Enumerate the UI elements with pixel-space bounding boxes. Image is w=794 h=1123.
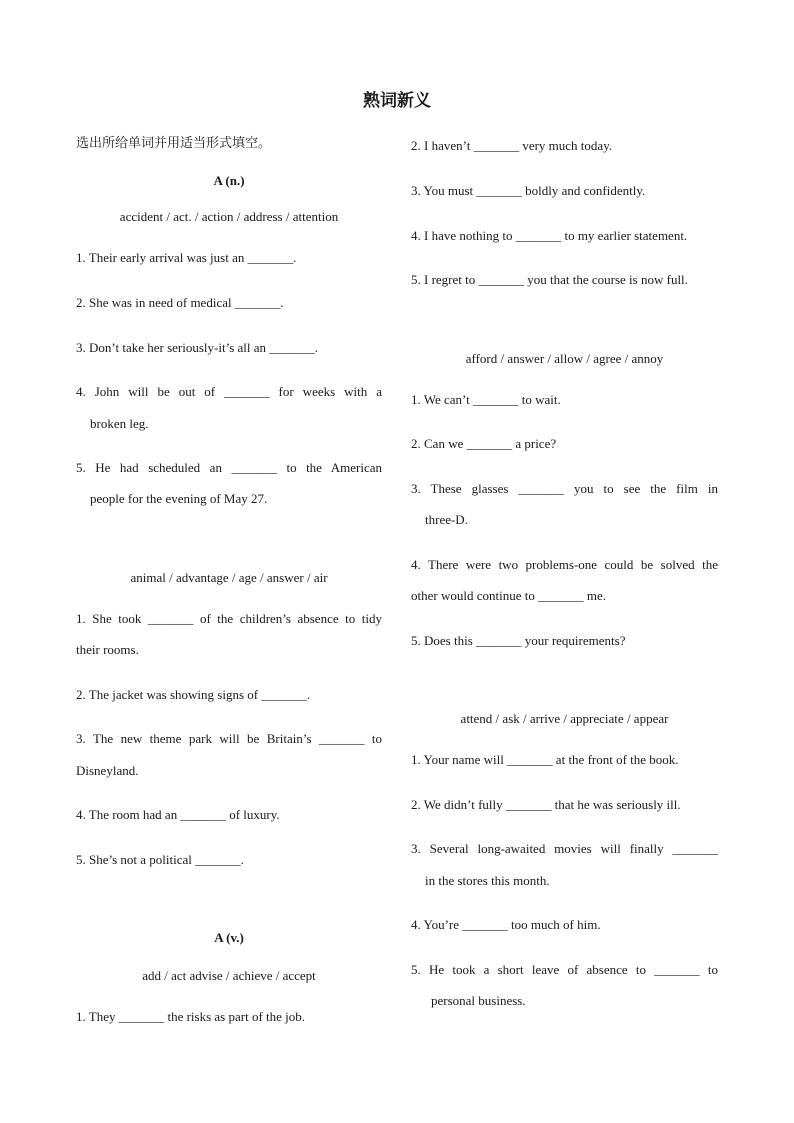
exercise-item: 4. There were two problems-one could be solved the	[411, 557, 718, 572]
exercise-item-continuation: personal business.	[431, 993, 526, 1008]
exercise-item: 1. Your name will _______ at the front of the book.	[411, 752, 679, 767]
exercise-item-continuation: other would continue to _______ me.	[411, 588, 606, 603]
exercise-item: 5. He had scheduled an _______ to the American	[76, 460, 382, 475]
exercise-item: 4. John will be out of _______ for weeks with a	[76, 384, 382, 399]
exercise-item: 4. You’re _______ too much of him.	[411, 917, 601, 932]
exercise-item: 2. The jacket was showing signs of _______.	[76, 687, 311, 702]
word-bank: afford / answer / allow / agree / annoy	[465, 351, 664, 366]
exercise-item-continuation: their rooms.	[76, 642, 139, 657]
page-title: 熟词新义	[363, 91, 431, 111]
section-heading-nouns: A (n.)	[213, 173, 245, 188]
exercise-item: 2. I haven’t _______ very much today.	[411, 138, 613, 153]
exercise-item-continuation: three-D.	[425, 512, 468, 527]
exercise-item: 3. Several long-awaited movies will finally _______	[411, 841, 718, 856]
exercise-item: 1. She took _______ of the children’s absence to tidy	[76, 611, 382, 626]
exercise-item: 3. Don’t take her seriously-it’s all an _______.	[76, 340, 319, 355]
exercise-item-continuation: broken leg.	[90, 416, 149, 431]
exercise-item: 5. Does this _______ your requirements?	[411, 633, 626, 648]
exercise-item: 1. They _______ the risks as part of the job.	[76, 1009, 306, 1024]
exercise-item: 4. I have nothing to _______ to my earlier statement.	[411, 228, 688, 243]
instruction: 选出所给单词并用适当形式填空。	[76, 136, 272, 151]
exercise-item: 3. You must _______ boldly and confidently.	[411, 183, 646, 198]
exercise-item: 4. The room had an _______ of luxury.	[76, 807, 280, 822]
word-bank: animal / advantage / age / answer / air	[130, 570, 328, 585]
section-heading-verbs: A (v.)	[214, 930, 244, 945]
exercise-item: 1. Their early arrival was just an _______.	[76, 250, 297, 265]
word-bank: attend / ask / arrive / appreciate / appear	[460, 711, 669, 726]
exercise-item: 2. Can we _______ a price?	[411, 436, 557, 451]
exercise-item-continuation: Disneyland.	[76, 763, 139, 778]
exercise-item: 2. We didn’t fully _______ that he was seriously ill.	[411, 797, 681, 812]
word-bank: add / act advise / achieve / accept	[142, 968, 316, 983]
exercise-item: 5. I regret to _______ you that the course is now full.	[411, 272, 688, 287]
word-bank: accident / act. / action / address / attention	[119, 209, 339, 224]
exercise-item: 2. She was in need of medical _______.	[76, 295, 284, 310]
exercise-item: 5. She’s not a political _______.	[76, 852, 244, 867]
exercise-item-continuation: in the stores this month.	[425, 873, 550, 888]
exercise-item-continuation: people for the evening of May 27.	[90, 491, 268, 506]
exercise-item: 3. The new theme park will be Britain’s _______ to	[76, 731, 382, 746]
exercise-item: 5. He took a short leave of absence to _______ to	[411, 962, 718, 977]
exercise-item: 3. These glasses _______ you to see the film in	[411, 481, 718, 496]
exercise-item: 1. We can’t _______ to wait.	[411, 392, 561, 407]
